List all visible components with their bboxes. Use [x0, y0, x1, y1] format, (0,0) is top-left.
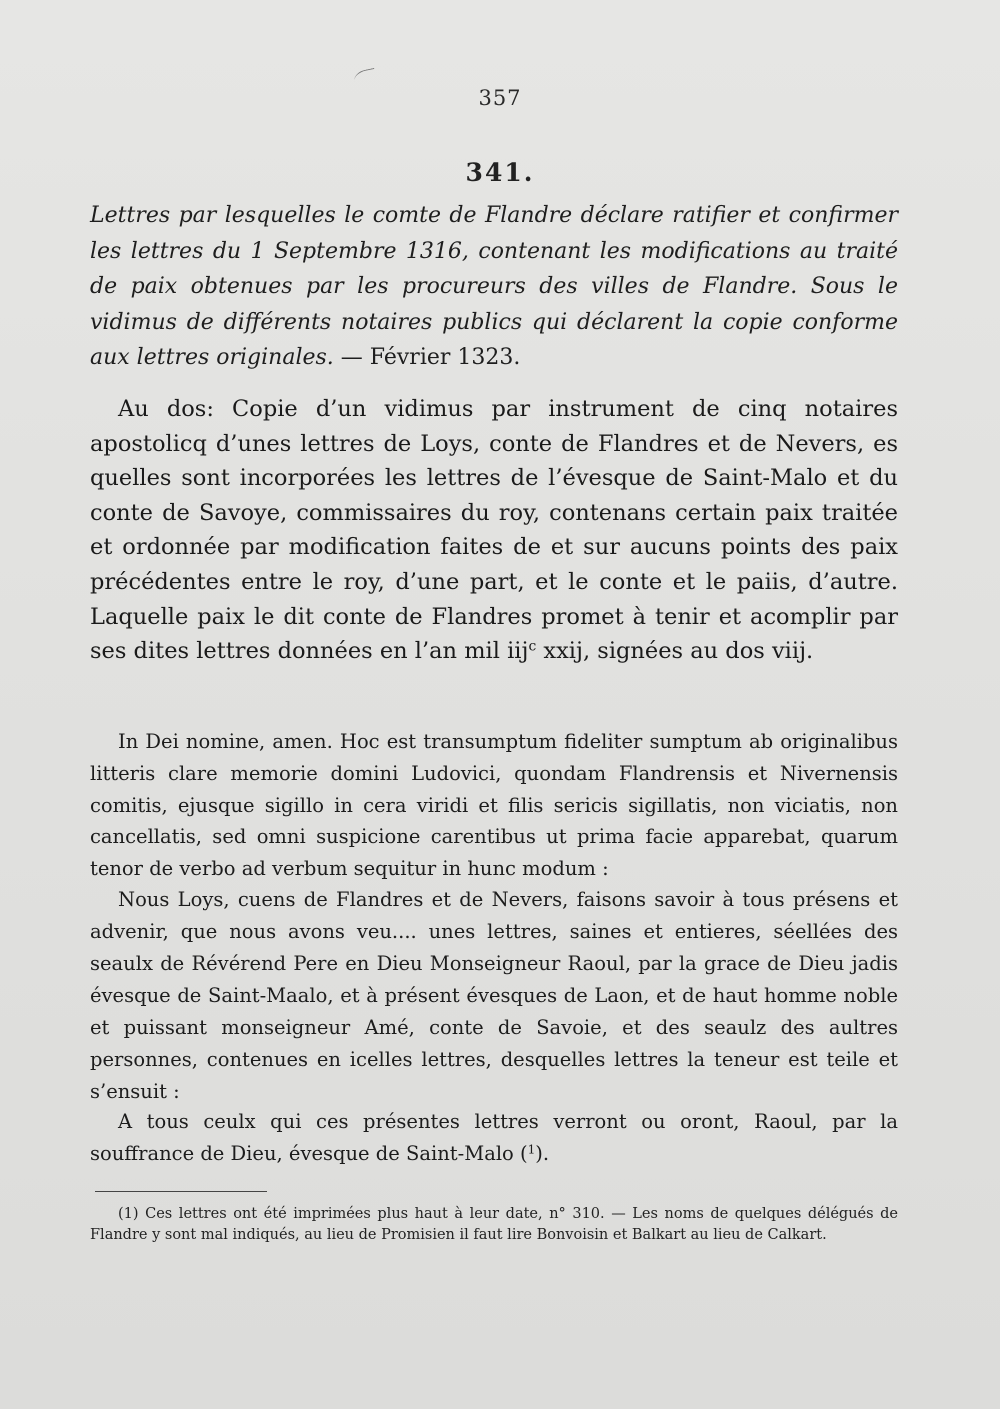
heading-text: Lettres par lesquelles le comte de Flandre déclare ratifier et confirmer les lettres du 1 Septembre 1316, contenant les modifications au traité de paix obtenues par les procureurs des villes de Flandre. Sous le vidimus de différents notaires publics qui déclarent la copie conforme aux lettres originales. [90, 203, 898, 370]
document-heading [90, 198, 898, 376]
french-paragraph-2-end: ). [535, 1142, 550, 1165]
french-paragraph-2-text: A tous ceulx qui ces présentes lettres verront ou oront, Raoul, par la souffrance de Dieu, évesque de Saint-Malo ( [90, 1110, 898, 1165]
footnote: (1) Ces lettres ont été imprimées plus haut à leur date, n° 310. — Les noms de quelques délégués de Flandre y sont mal indiqués, au lieu de Promisien il faut lire Bonvoisin et Balkart au lieu de Calkart. [90, 1206, 898, 1243]
latin-paragraph: In Dei nomine, amen. Hoc est transumptum fideliter sumptum ab originalibus litteris clare memorie domini Ludovici, quondam Flandrensis et Nivernensis comitis, ejusque sigillo in cera viridi et filis sericis sigillatis, non viciatis, non cancellatis, sed omni suspicione carentibus ut prima facie apparebat, quarum tenor de verbo ad verbum sequitur in hunc modum : [90, 730, 898, 881]
french-paragraph-1: Nous Loys, cuens de Flandres et de Nevers, faisons savoir à tous présens et advenir, que nous avons veu.... unes lettres, saines et entieres, séellées des seaulx de Révérend Pere en Dieu Monseigneur Raoul, par la grace de Dieu jadis évesque de Saint-Maalo, et à présent évesques de Laon, et de haut homme noble et puissant monseigneur Amé, conte de Savoie, et des seaulz des aultres personnes, contenues en icelles lettres, desquelles lettres la teneur est teile et s’ensuit : [90, 888, 898, 1103]
dorsal-note-paragraph [90, 392, 898, 669]
french-paragraph-2 [90, 1106, 898, 1170]
dorsal-note-superscript: c [528, 638, 537, 655]
dorsal-note-text: Au dos: Copie d’un vidimus par instrument de cinq notaires apostolicq d’unes lettres de Loys, conte de Flandres et de Nevers, es quelles sont incorporées les lettres de l’évesque de Saint-Malo et du conte de Savoye, commissaires du roy, contenans certain paix traitée et ordonnée par modification faites de et sur aucuns points des paix précédentes entre le roy, d’une part, et le conte et le paiis, d’autre. Laquelle paix le dit conte de Flandres promet à tenir et acomplir par ses dites lettres données en l’an mil iij [90, 396, 898, 665]
pencil-mark [353, 68, 378, 87]
dorsal-note-end: xxij, signées au dos viij. [536, 638, 814, 665]
page-number: 357 [478, 86, 522, 110]
footnote-divider [95, 1191, 267, 1192]
heading-date: — Février 1323. [340, 345, 521, 370]
footnote-reference: 1 [527, 1142, 536, 1157]
document-number: 341. [465, 158, 535, 187]
